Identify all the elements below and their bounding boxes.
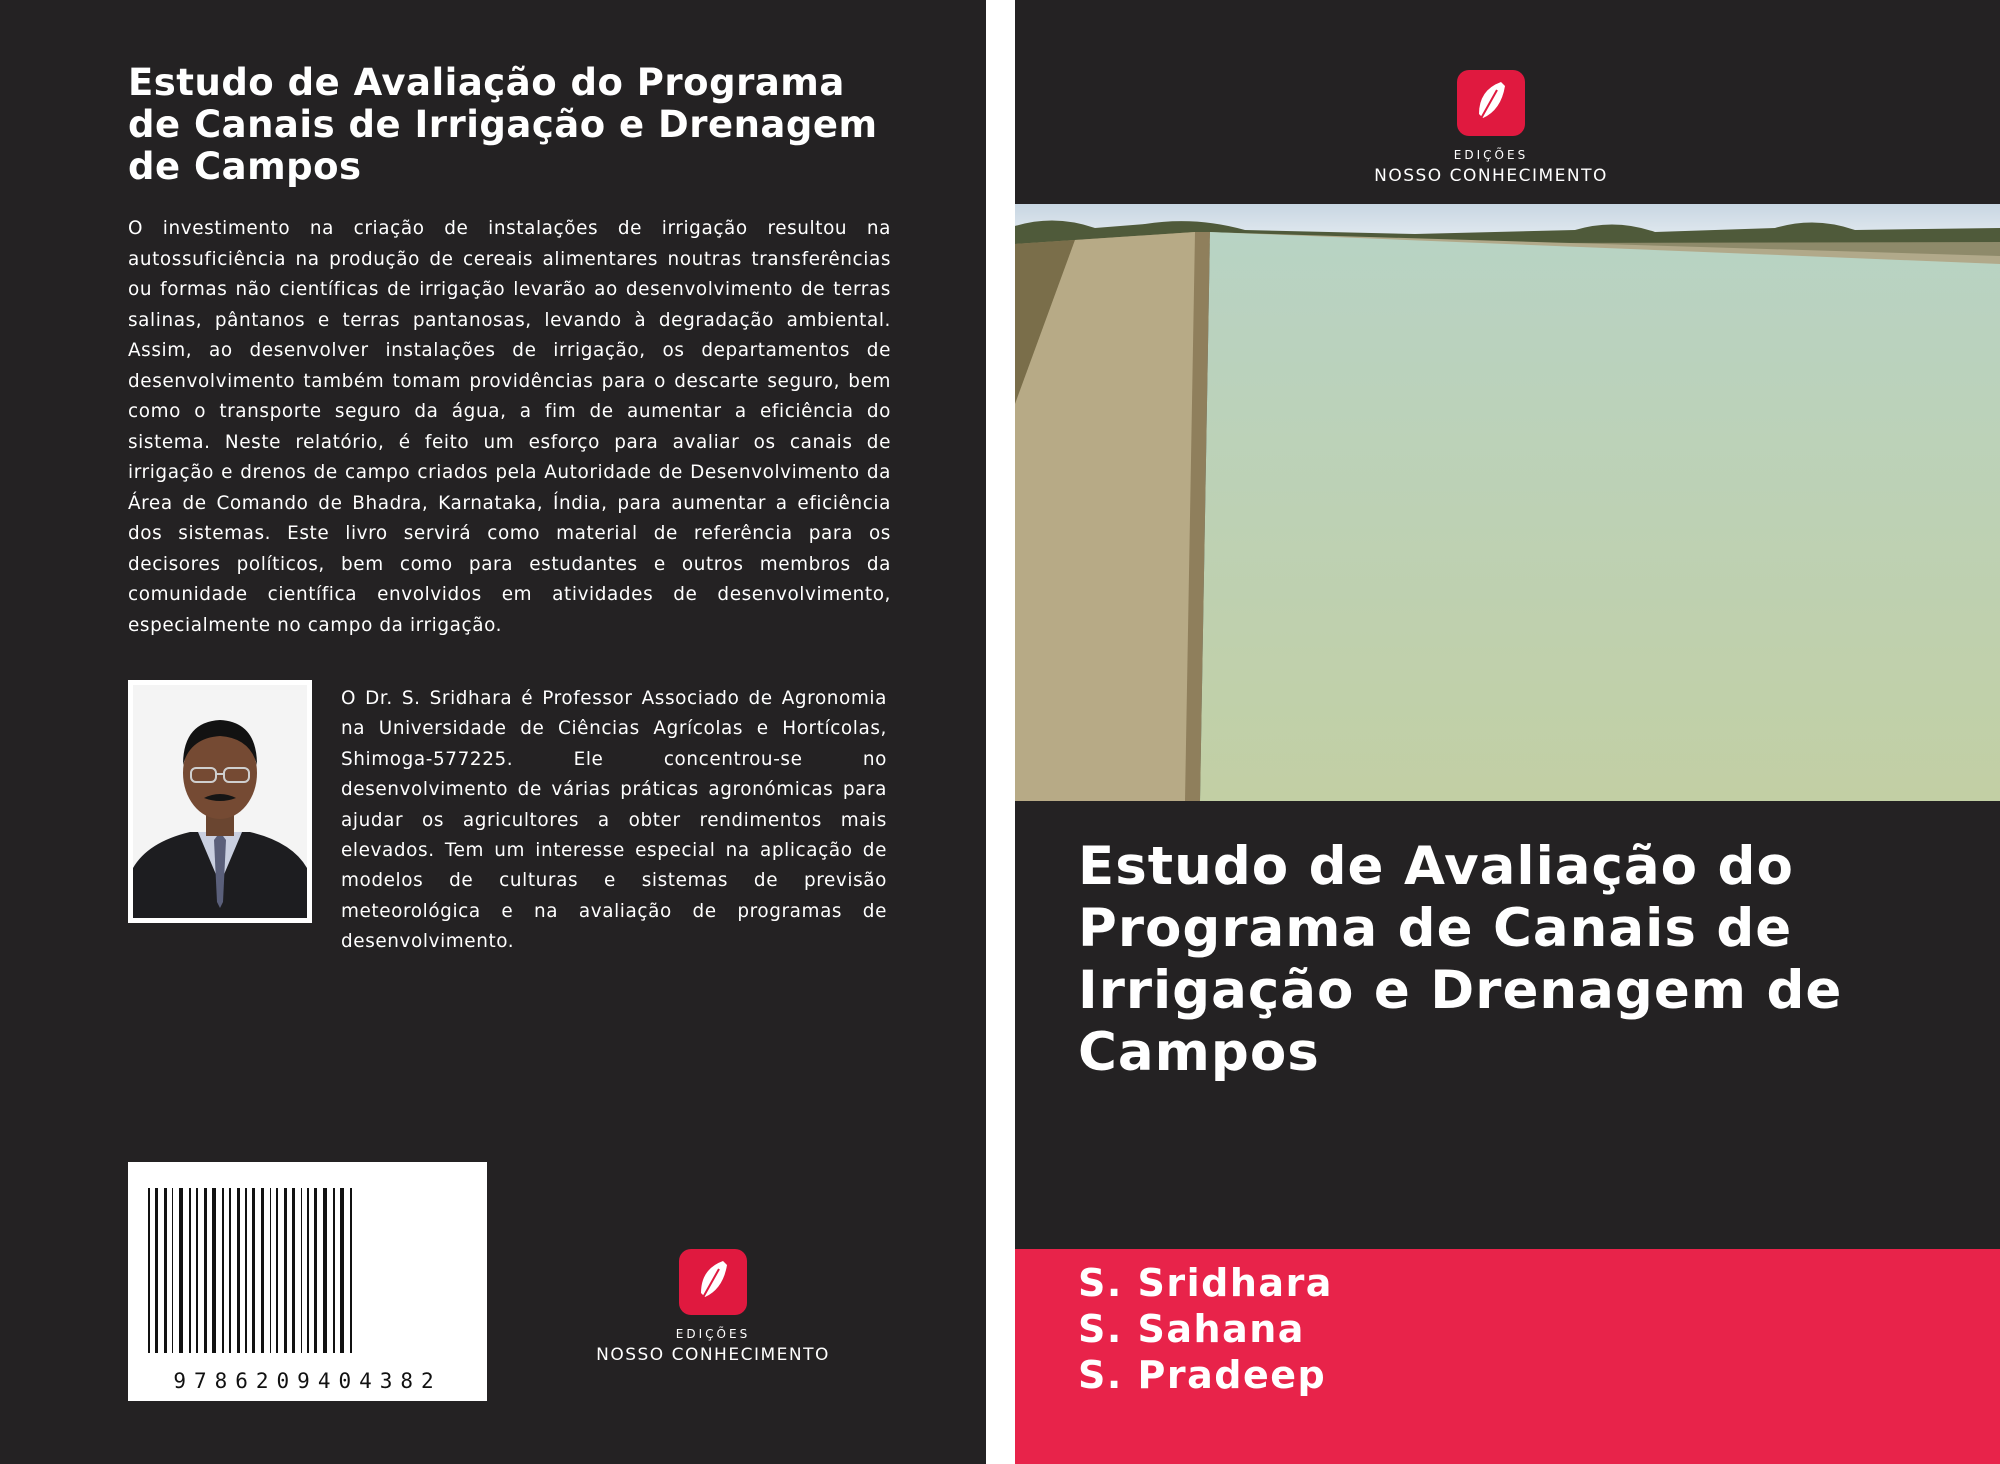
barcode-bar [340, 1188, 344, 1353]
barcode-bar [314, 1188, 317, 1353]
authors-band [1015, 1249, 2000, 1464]
barcode-bar [245, 1188, 247, 1353]
back-cover-title: Estudo de Avaliação do Programa de Canais de Irrigação e Drenagem de Campos [128, 61, 878, 188]
feather-logo-icon [679, 1249, 747, 1315]
barcode-bar [189, 1188, 191, 1353]
author-name: S. Sridhara [1078, 1261, 1333, 1305]
publisher-line2: NOSSO CONHECIMENTO [596, 1345, 830, 1365]
barcode-bar [284, 1188, 287, 1353]
barcode-bar [276, 1188, 278, 1353]
barcode-bars [128, 1162, 487, 1401]
author-photo [128, 680, 312, 923]
barcode-bar [323, 1188, 327, 1353]
author-name: S. Sahana [1078, 1307, 1305, 1351]
barcode-bar [172, 1188, 173, 1353]
barcode-bar [222, 1188, 224, 1353]
barcode-bar [252, 1188, 255, 1353]
feather-logo-icon [1457, 70, 1525, 136]
publisher-line1: EDIÇÕES [675, 1327, 751, 1341]
barcode-bar [148, 1188, 150, 1353]
publisher-logo-back [588, 1249, 838, 1365]
canal-photo [1015, 204, 2000, 801]
barcode-bar [333, 1188, 335, 1353]
irrigation-canal-image [1015, 204, 2000, 801]
barcode-bar [155, 1188, 158, 1353]
author-bio: O Dr. S. Sridhara é Professor Associado de Agronomia na Universidade de Ciências Agrícolas e Hortícolas, Shimoga-577225. Ele concentrou-se no desenvolvimento de várias práticas agronómicas para ajudar os agricultores a obter rendimentos mais elevados. Tem um interesse especial na aplicação de modelos de culturas e sistemas de previsão meteorológica e na avaliação de programas de desenvolvimento. [341, 688, 887, 953]
barcode-bar [179, 1188, 183, 1353]
barcode-bar [350, 1188, 352, 1353]
author-portrait-image [128, 680, 312, 923]
isbn-number: 9786209404382 [173, 1369, 442, 1393]
publisher-line2: NOSSO CONHECIMENTO [1374, 166, 1608, 186]
barcode-bar [237, 1188, 240, 1353]
front-cover-title: Estudo de Avaliação do Programa de Canais de Irrigação e Drenagem de Campos [1078, 836, 1843, 1083]
publisher-line1: EDIÇÕES [1453, 148, 1529, 162]
barcode-bar [301, 1188, 302, 1353]
publisher-logo-front [1366, 70, 1616, 186]
barcode-bar [270, 1188, 271, 1353]
back-cover-description: O investimento na criação de instalações de irrigação resultou na autossuficiência na produção de cereais alimentares noutras transferências ou formas não científicas de irrigação levarão ao desenvolvimento de terras salinas, pântanos e terras pantanosas, levando à degradação ambiental. Assim, ao desenvolver instalações de irrigação, os departamentos de desenvolvimento também tomam providências para o descarte seguro, bem como o transporte seguro da água, a fim de aumentar a eficiência do sistema. Neste relatório, é feito um esforço para avaliar os canais de irrigação e drenos de campo criados pela Autoridade de Desenvolvimento da Área de Comando de Bhadra, Karnataka, Índia, para aumentar a eficiência dos sistemas. Este livro servirá como material de referência para os decisores políticos, bem como para estudantes e outros membros da comunidade científica envolvidos em atividades de desenvolvimento, especialmente no campo da irrigação. [128, 218, 891, 636]
barcode-bar [212, 1188, 216, 1353]
barcode-bar [229, 1188, 231, 1353]
isbn-barcode [128, 1162, 487, 1401]
author-name: S. Pradeep [1078, 1353, 1327, 1397]
barcode-bar [196, 1188, 198, 1353]
barcode-bar [261, 1188, 264, 1353]
barcode-bar [292, 1188, 295, 1353]
barcode-bar [164, 1188, 167, 1353]
barcode-bar [307, 1188, 309, 1353]
barcode-bar [204, 1188, 207, 1353]
